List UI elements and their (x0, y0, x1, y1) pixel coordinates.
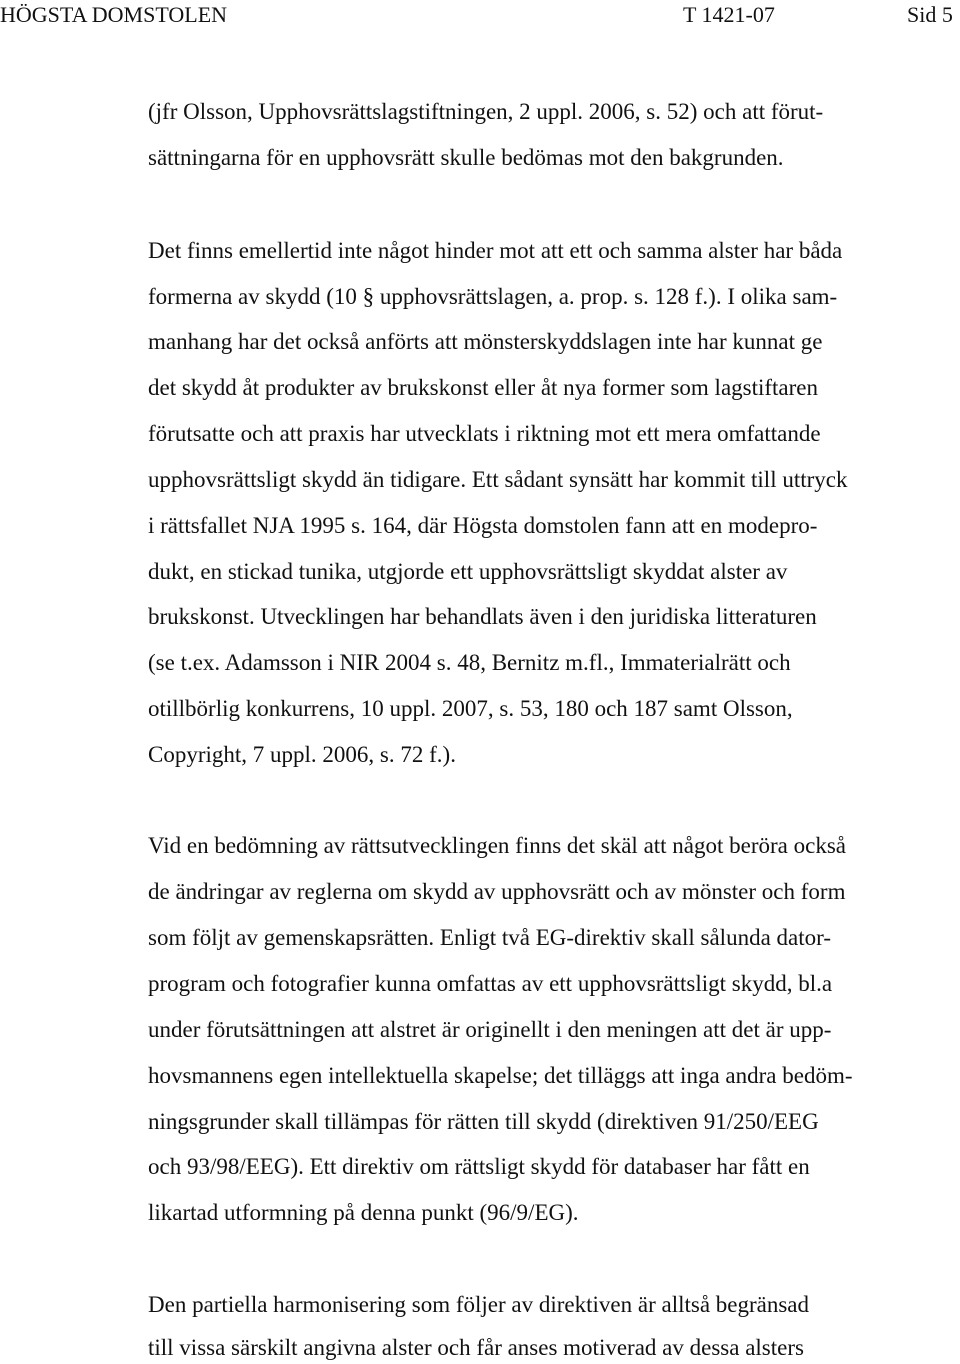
text-line: likartad utformning på denna punkt (96/9/EG). (148, 1200, 579, 1225)
text-line: Vid en bedömning av rättsutvecklingen finns det skäl att något beröra också (148, 833, 847, 858)
text-line: (jfr Olsson, Upphovsrättslagstiftningen, 2 uppl. 2006, s. 52) och att förut- (148, 99, 824, 124)
page-number: Sid 5 (907, 2, 953, 27)
page-header (0, 0, 960, 30)
text-line: sättningarna för en upphovsrätt skulle bedömas mot den bakgrunden. (148, 145, 784, 170)
text-line: de ändringar av reglerna om skydd av upphovsrätt och av mönster och form (148, 879, 846, 904)
text-line: det skydd åt produkter av brukskonst eller åt nya former som lagstiftaren (148, 375, 819, 400)
text-line: formerna av skydd (10 § upphovsrättslagen, a. prop. s. 128 f.). I olika sam- (148, 284, 838, 309)
text-line: program och fotografier kunna omfattas av ett upphovsrättsligt skydd, bl.a (148, 971, 833, 996)
text-line: hovsmannens egen intellektuella skapelse; det tilläggs att inga andra bedöm- (148, 1063, 853, 1088)
text-line: i rättsfallet NJA 1995 s. 164, där Högsta domstolen fann att en modepro- (148, 513, 818, 538)
text-line: (se t.ex. Adamsson i NIR 2004 s. 48, Bernitz m.fl., Immaterialrätt och (148, 650, 791, 675)
text-line: dukt, en stickad tunika, utgjorde ett upphovsrättsligt skyddat alster av (148, 559, 788, 584)
text-line: manhang har det också anförts att mönsterskyddslagen inte har kunnat ge (148, 329, 823, 354)
text-line: brukskonst. Utvecklingen har behandlats även i den juridiska litteraturen (148, 604, 817, 629)
court-name: HÖGSTA DOMSTOLEN (0, 2, 228, 27)
text-line: under förutsättningen att alstret är originellt i den meningen att det är upp- (148, 1017, 832, 1042)
text-line: och 93/98/EEG). Ett direktiv om rättsligt skydd för databaser har fått en (148, 1154, 810, 1179)
text-line: Copyright, 7 uppl. 2006, s. 72 f.). (148, 742, 456, 767)
text-line: som följt av gemenskapsrätten. Enligt två EG-direktiv skall sålunda dator- (148, 925, 831, 950)
text-line: till vissa särskilt angivna alster och får anses motiverad av dessa alsters (148, 1335, 804, 1360)
text-line: Den partiella harmonisering som följer av direktiven är alltså begränsad (148, 1292, 810, 1317)
text-line: förutsatte och att praxis har utvecklats i riktning mot ett mera omfattande (148, 421, 821, 446)
text-line: ningsgrunder skall tillämpas för rätten till skydd (direktiven 91/250/EEG (148, 1109, 819, 1134)
text-line: Det finns emellertid inte något hinder mot att ett och samma alster har båda (148, 238, 843, 263)
case-number: T 1421-07 (683, 2, 775, 27)
text-line: upphovsrättsligt skydd än tidigare. Ett sådant synsätt har kommit till uttryck (148, 467, 848, 492)
text-line: otillbörlig konkurrens, 10 uppl. 2007, s. 53, 180 och 187 samt Olsson, (148, 696, 793, 721)
